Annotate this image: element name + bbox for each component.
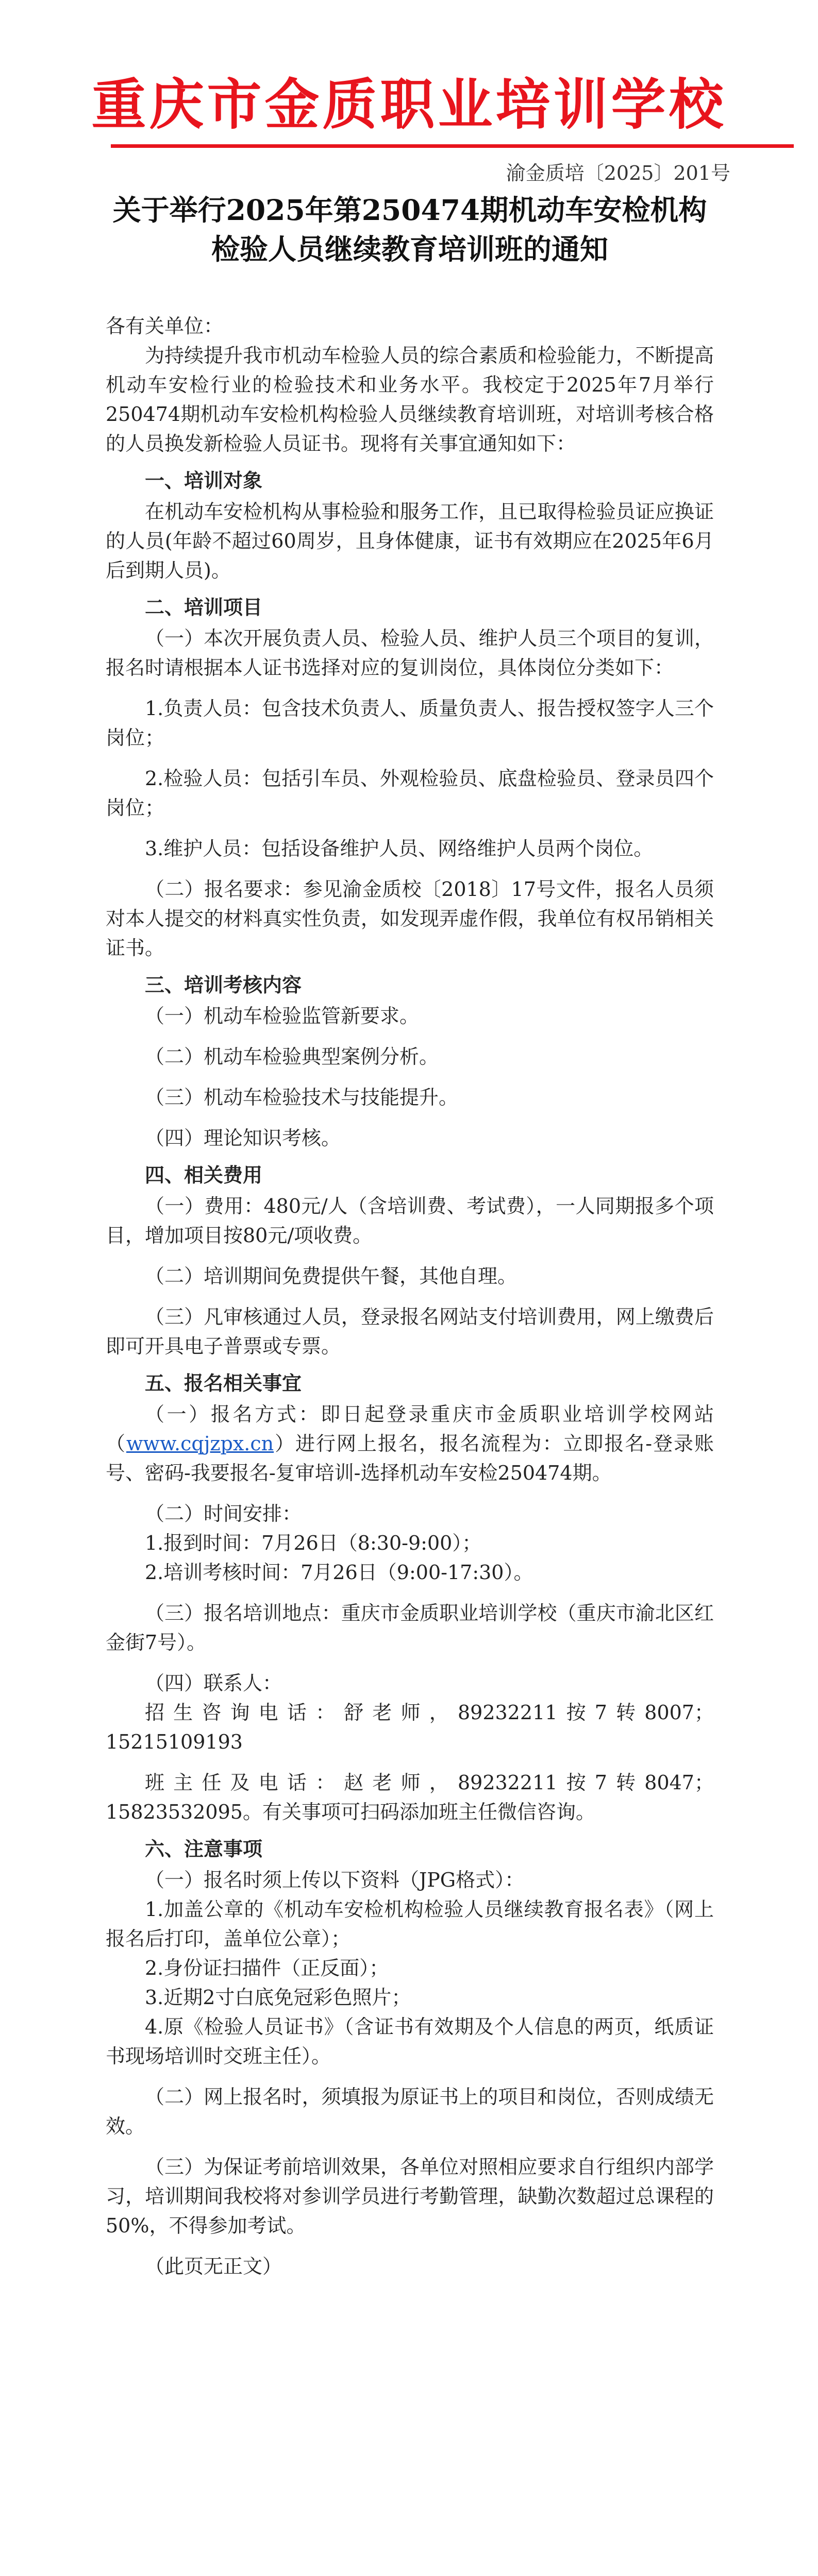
section-2-para: （一）本次开展负责人员、检验人员、维护人员三个项目的复训，报名时请根据本人证书选择对应的复训岗位，具体岗位分类如下： xyxy=(106,627,714,679)
section-2-para: 2.检验人员：包括引车员、外观检验员、底盘检验员、登录员四个岗位； xyxy=(106,767,714,819)
notice-title-line-1: 关于举行2025年第250474期机动车安检机构 xyxy=(112,193,707,227)
closing-note: （此页无正文） xyxy=(145,2255,282,2278)
section-3-para: （四）理论知识考核。 xyxy=(145,1127,341,1149)
section-3-para: （二）机动车检验典型案例分析。 xyxy=(145,1045,439,1068)
section-2-para: 1.负责人员：包含技术负责人、质量负责人、报告授权签字人三个岗位； xyxy=(106,697,714,749)
section-5-title: 五、报名相关事宜 xyxy=(145,1371,302,1395)
section-1-text: 在机动车安检机构从事检验和服务工作，且已取得检验员证应换证的人员(年龄不超过60周岁，且身体健康，证书有效期应在2025年6月后到期人员)。 xyxy=(106,500,714,582)
section-6-para: 4.原《检验人员证书》（含证书有效期及个人信息的两页，纸质证书现场培训时交班主任）。 xyxy=(106,2015,714,2067)
section-3-para: （一）机动车检验监管新要求。 xyxy=(145,1005,420,1027)
registration-website-link[interactable]: www.cqjzpx.cn xyxy=(126,1432,274,1455)
section-4-para: （一）费用：480元/人（含培训费、考试费），一人同期报多个项目，增加项目按80元/项收费。 xyxy=(106,1195,714,1247)
section-5-para: （二）时间安排： xyxy=(145,1502,302,1525)
registration-method-text-b: ）进行网上报名，报名流程为：立即报名-登录账号、密码-我要报名-复审培训-选择机动车安检250474期。 xyxy=(106,1432,714,1484)
notice-title xyxy=(77,191,742,269)
section-2-para: 3.维护人员：包括设备维护人员、网络维护人员两个岗位。 xyxy=(145,837,654,860)
section-6-para: （一）报名时须上传以下资料（JPG格式）： xyxy=(145,1869,525,1891)
intro-paragraph: 为持续提升我市机动车检验人员的综合素质和检验能力，不断提高机动车安检行业的检验技术和业务水平。我校定于2025年7月举行250474期机动车安检机构检验人员继续教育培训班，对培训考核合格的人员换发新检验人员证书。现将有关事宜通知如下： xyxy=(106,344,714,455)
salutation: 各有关单位： xyxy=(106,315,224,337)
registration-method xyxy=(106,1400,714,1488)
section-5-para: 1.报到时间：7月26日（8:30-9:00）； xyxy=(145,1532,482,1554)
section-4-title: 四、相关费用 xyxy=(145,1163,263,1187)
section-6-para: （三）为保证考前培训效果，各单位对照相应要求自行组织内部学习，培训期间我校将对参训学员进行考勤管理，缺勤次数超过总课程的50%，不得参加考试。 xyxy=(106,2156,714,2237)
school-name-header: 重庆市金质职业培训学校 xyxy=(91,72,727,137)
section-5-para: 招生咨询电话：舒老师，89232211按7转8007；15215109193 xyxy=(106,1701,714,1753)
section-1-title: 一、培训对象 xyxy=(145,469,263,492)
notice-body xyxy=(106,312,714,2281)
section-4-para: （三）凡审核通过人员，登录报名网站支付培训费用，网上缴费后即可开具电子普票或专票。 xyxy=(106,1306,714,1358)
section-5-para: 2.培训考核时间：7月26日（9:00-17:30）。 xyxy=(145,1561,533,1584)
section-6-para: 3.近期2寸白底免冠彩色照片； xyxy=(145,1986,411,2009)
section-2-para: （二）报名要求：参见渝金质校〔2018〕17号文件，报名人员须对本人提交的材料真实性负责，如发现弄虚作假，我单位有权吊销相关证书。 xyxy=(106,878,714,959)
section-4-para: （二）培训期间免费提供午餐，其他自理。 xyxy=(145,1265,517,1287)
section-6-title: 六、注意事项 xyxy=(145,1837,263,1860)
section-2-title: 二、培训项目 xyxy=(145,596,263,619)
registration-method-text-a: （一）报名方式：即日起登录重庆市金质职业培训学校网站（ xyxy=(106,1403,714,1455)
section-5-para: （三）报名培训地点：重庆市金质职业培训学校（重庆市渝北区红金街7号）。 xyxy=(106,1602,714,1654)
section-5-para: 班主任及电话：赵老师，89232211按7转8047；15823532095。有关事项可扫码添加班主任微信咨询。 xyxy=(106,1771,714,1823)
section-6-para: 1.加盖公章的《机动车安检机构检验人员继续教育报名表》（网上报名后打印，盖单位公章）； xyxy=(106,1898,714,1950)
header-red-rule xyxy=(111,144,794,148)
document-number: 渝金质培〔2025〕201号 xyxy=(506,162,730,184)
section-3-para: （三）机动车检验技术与技能提升。 xyxy=(145,1086,459,1109)
notice-title-line-2: 检验人员继续教育培训班的通知 xyxy=(211,232,608,266)
section-3-title: 三、培训考核内容 xyxy=(145,973,302,996)
section-5-para: （四）联系人： xyxy=(145,1672,282,1694)
section-6-para: （二）网上报名时，须填报为原证书上的项目和岗位，否则成绩无效。 xyxy=(106,2086,714,2138)
section-6-para: 2.身份证扫描件（正反面）； xyxy=(145,1957,389,1979)
